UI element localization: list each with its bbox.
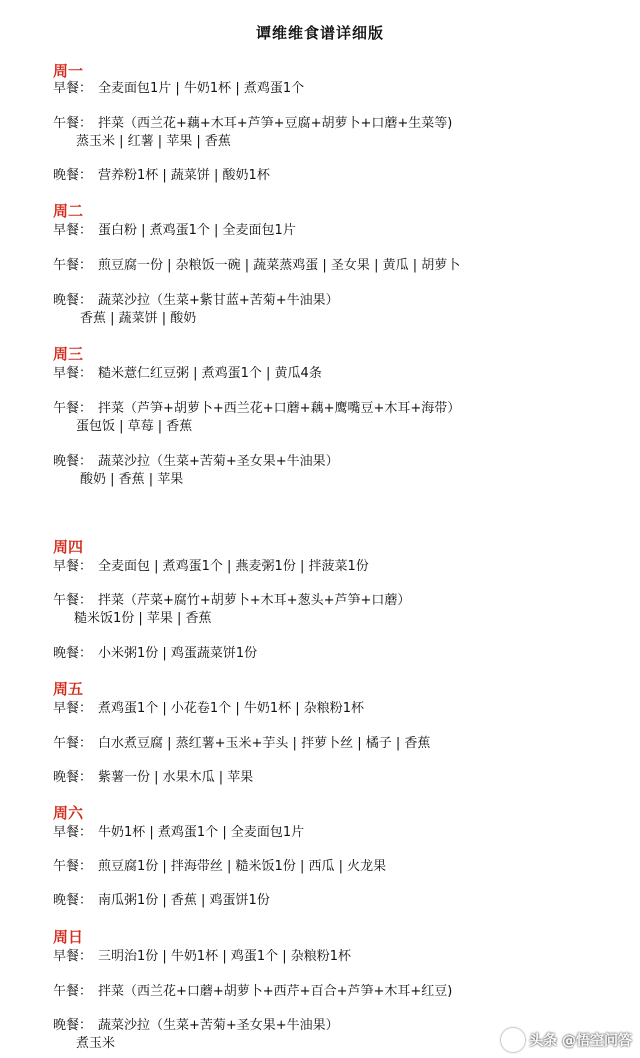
day-heading-mon: 周一 <box>53 62 84 80</box>
thu-breakfast: 全麦面包 | 煮鸡蛋1个 | 燕麦粥1份 | 拌菠菜1份 <box>98 559 369 574</box>
tue-breakfast-row <box>53 222 296 240</box>
sun-lunch-row <box>53 983 452 1001</box>
day-heading-sun: 周日 <box>53 928 84 946</box>
meal-label: 午餐： <box>53 593 93 608</box>
tue-dinner: 蔬菜沙拉（生菜+紫甘蓝+苦菊+牛油果） <box>98 293 339 308</box>
fri-breakfast-row <box>53 700 364 718</box>
meal-label: 晚餐： <box>53 893 93 908</box>
wed-lunch-row <box>53 400 460 418</box>
sat-breakfast: 牛奶1杯 | 煮鸡蛋1个 | 全麦面包1片 <box>98 825 305 840</box>
fri-dinner: 紫薯一份 | 水果木瓜 | 苹果 <box>98 770 254 785</box>
page-title: 谭维维食谱详细版 <box>255 24 384 42</box>
thu-dinner-row <box>53 645 257 663</box>
meal-label: 早餐： <box>53 949 93 964</box>
sun-dinner-cont: 煮玉米 <box>76 1036 116 1051</box>
tue-dinner-cont: 香蕉 | 蔬菜饼 | 酸奶 <box>80 311 197 326</box>
meal-label: 晚餐： <box>53 168 93 183</box>
wed-breakfast-row <box>53 365 322 383</box>
sat-dinner-row <box>53 892 270 910</box>
sat-breakfast-row <box>53 824 304 842</box>
tue-breakfast: 蛋白粉 | 煮鸡蛋1个 | 全麦面包1片 <box>98 223 296 238</box>
mon-dinner: 营养粉1杯 | 蔬菜饼 | 酸奶1杯 <box>98 168 270 183</box>
day-heading-wed: 周三 <box>53 345 84 363</box>
watermark <box>501 1028 632 1052</box>
watermark-text: 头条 @悟空问答 <box>529 1033 632 1049</box>
sun-lunch: 拌菜（西兰花+口蘑+胡萝卜+西芹+百合+芦笋+木耳+红豆) <box>98 984 453 999</box>
thu-lunch-row <box>53 592 410 610</box>
fri-lunch: 白水煮豆腐 | 蒸红薯+玉米+芋头 | 拌萝卜丝 | 橘子 | 香蕉 <box>98 736 431 751</box>
meal-label: 晚餐： <box>53 454 93 469</box>
sat-lunch-row <box>53 858 386 876</box>
meal-label: 晚餐： <box>53 646 93 661</box>
tue-lunch-row <box>53 257 460 275</box>
mon-dinner-row <box>53 167 270 185</box>
thu-lunch: 拌菜（芹菜+腐竹+胡萝卜+木耳+葱头+芦笋+口蘑） <box>98 593 411 608</box>
sun-breakfast: 三明治1份 | 牛奶1杯 | 鸡蛋1个 | 杂粮粉1杯 <box>98 949 352 964</box>
meal-label: 午餐： <box>53 984 93 999</box>
meal-label: 晚餐： <box>53 293 93 308</box>
fri-breakfast: 煮鸡蛋1个 | 小花卷1个 | 牛奶1杯 | 杂粮粉1杯 <box>98 701 365 716</box>
wed-dinner-row <box>53 453 339 471</box>
wukong-logo-icon <box>501 1028 525 1052</box>
wed-lunch-cont: 蛋包饭 | 草莓 | 香蕉 <box>76 419 193 434</box>
mon-lunch: 拌菜（西兰花+藕+木耳+芦笋+豆腐+胡萝卜+口蘑+生菜等) <box>98 116 453 131</box>
thu-dinner: 小米粥1份 | 鸡蛋蔬菜饼1份 <box>98 646 258 661</box>
day-heading-sat: 周六 <box>53 804 84 822</box>
day-heading-thu: 周四 <box>53 538 84 556</box>
sun-dinner-row <box>53 1017 339 1035</box>
tue-lunch: 煎豆腐一份 | 杂粮饭一碗 | 蔬菜蒸鸡蛋 | 圣女果 | 黄瓜 | 胡萝卜 <box>98 258 461 273</box>
meal-label: 午餐： <box>53 258 93 273</box>
meal-label: 早餐： <box>53 559 93 574</box>
sat-lunch: 煎豆腐1份 | 拌海带丝 | 糙米饭1份 | 西瓜 | 火龙果 <box>98 859 387 874</box>
meal-label: 晚餐： <box>53 770 93 785</box>
wed-breakfast: 糙米薏仁红豆粥 | 煮鸡蛋1个 | 黄瓜4条 <box>98 366 322 381</box>
meal-label: 午餐： <box>53 736 93 751</box>
meal-label: 早餐： <box>53 825 93 840</box>
meal-label: 早餐： <box>53 223 93 238</box>
thu-breakfast-row <box>53 558 369 576</box>
sun-dinner: 蔬菜沙拉（生菜+苦菊+圣女果+牛油果） <box>98 1018 339 1033</box>
mon-lunch-cont: 蒸玉米 | 红薯 | 苹果 | 香蕉 <box>76 134 231 149</box>
thu-lunch-cont: 糙米饭1份 | 苹果 | 香蕉 <box>74 611 212 626</box>
sun-breakfast-row <box>53 948 351 966</box>
meal-label: 午餐： <box>53 859 93 874</box>
wed-dinner-cont: 酸奶 | 香蕉 | 苹果 <box>80 472 184 487</box>
fri-dinner-row <box>53 769 253 787</box>
mon-breakfast-row <box>53 80 304 98</box>
meal-label: 早餐： <box>53 701 93 716</box>
mon-lunch-row <box>53 115 452 133</box>
mon-breakfast: 全麦面包1片 | 牛奶1杯 | 煮鸡蛋1个 <box>98 81 305 96</box>
meal-label: 午餐： <box>53 116 93 131</box>
day-heading-fri: 周五 <box>53 680 84 698</box>
wed-lunch: 拌菜（芦笋+胡萝卜+西兰花+口蘑+藕+鹰嘴豆+木耳+海带） <box>98 401 461 416</box>
meal-label: 午餐： <box>53 401 93 416</box>
fri-lunch-row <box>53 735 430 753</box>
meal-label: 早餐： <box>53 366 93 381</box>
wed-dinner: 蔬菜沙拉（生菜+苦菊+圣女果+牛油果） <box>98 454 339 469</box>
meal-label: 晚餐： <box>53 1018 93 1033</box>
meal-label: 早餐： <box>53 81 93 96</box>
day-heading-tue: 周二 <box>53 202 84 220</box>
sat-dinner: 南瓜粥1份 | 香蕉 | 鸡蛋饼1份 <box>98 893 270 908</box>
tue-dinner-row <box>53 292 339 310</box>
